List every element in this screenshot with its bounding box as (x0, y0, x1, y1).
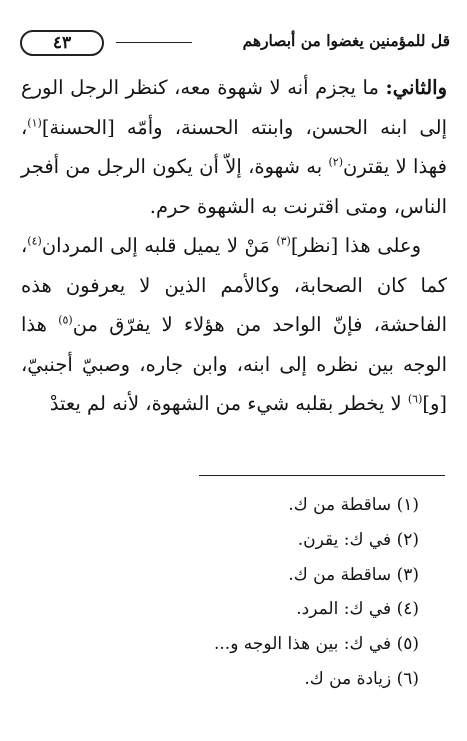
text-segment: لا يخطر بقلبه شيء من الشهوة، لأنه لم يعتدْ (49, 392, 408, 415)
text-segment: ، فهذا لا يقترن (21, 115, 447, 178)
paragraph-1 (21, 68, 447, 226)
footnote-ref: (٥) (58, 313, 73, 327)
text-segment: ، كما كان الصحابة، وكالأمم الذين لا يعرفون هذه الفاحشة، فإنّ الواحد من هؤلاء لا يفرّق من (21, 234, 447, 336)
footnote: (١) ساقطة من ك. (288, 495, 419, 515)
text-segment: مَنْ لا يميل قلبه إلى المردان (41, 234, 277, 257)
text-segment: هذا الوجه بين نظره إلى ابنه، وابن جاره، وصبيّ أجنبيّ، [و] (21, 313, 447, 415)
main-text (21, 68, 447, 424)
page-number: ٤٣ (20, 30, 104, 56)
text-segment: به شهوة، إلاّ أن يكون الرجل من أفجر الناس، ومتى اقترنت به الشهوة حرم. (21, 155, 447, 218)
text-segment: ما يجزم أنه لا شهوة معه، كنظر الرجل الورع إلى ابنه الحسن، وابنته الحسنة، وأمّه [الحسنة] (21, 76, 447, 139)
paragraph-2 (21, 226, 447, 424)
footnotes (99, 488, 419, 697)
page-header (16, 30, 454, 60)
text-segment: وعلى هذا [نظر] (290, 234, 421, 257)
header-rule (116, 42, 192, 43)
footnote: (٤) في ك: المرد. (296, 599, 419, 620)
footnote: (٦) زيادة من ك. (304, 668, 419, 689)
footnote: (٣) ساقطة من ك. (288, 564, 419, 585)
footnote-ref: (٢) (328, 155, 344, 169)
footnote-ref: (١) (27, 116, 42, 129)
footnote-ref: (٣) (276, 234, 291, 248)
paragraph-lead: والثاني: (385, 76, 447, 99)
footnote: (٥) في ك: بين هذا الوجه و... (213, 634, 419, 655)
footnote-ref: (٤) (27, 234, 42, 248)
footnote-separator (199, 475, 445, 476)
footnote: (٢) في ك: يقرن. (297, 529, 419, 550)
footnote-ref: (٦) (407, 392, 423, 406)
running-title: قل للمؤمنين يغضوا من أبصارهم (242, 31, 450, 50)
